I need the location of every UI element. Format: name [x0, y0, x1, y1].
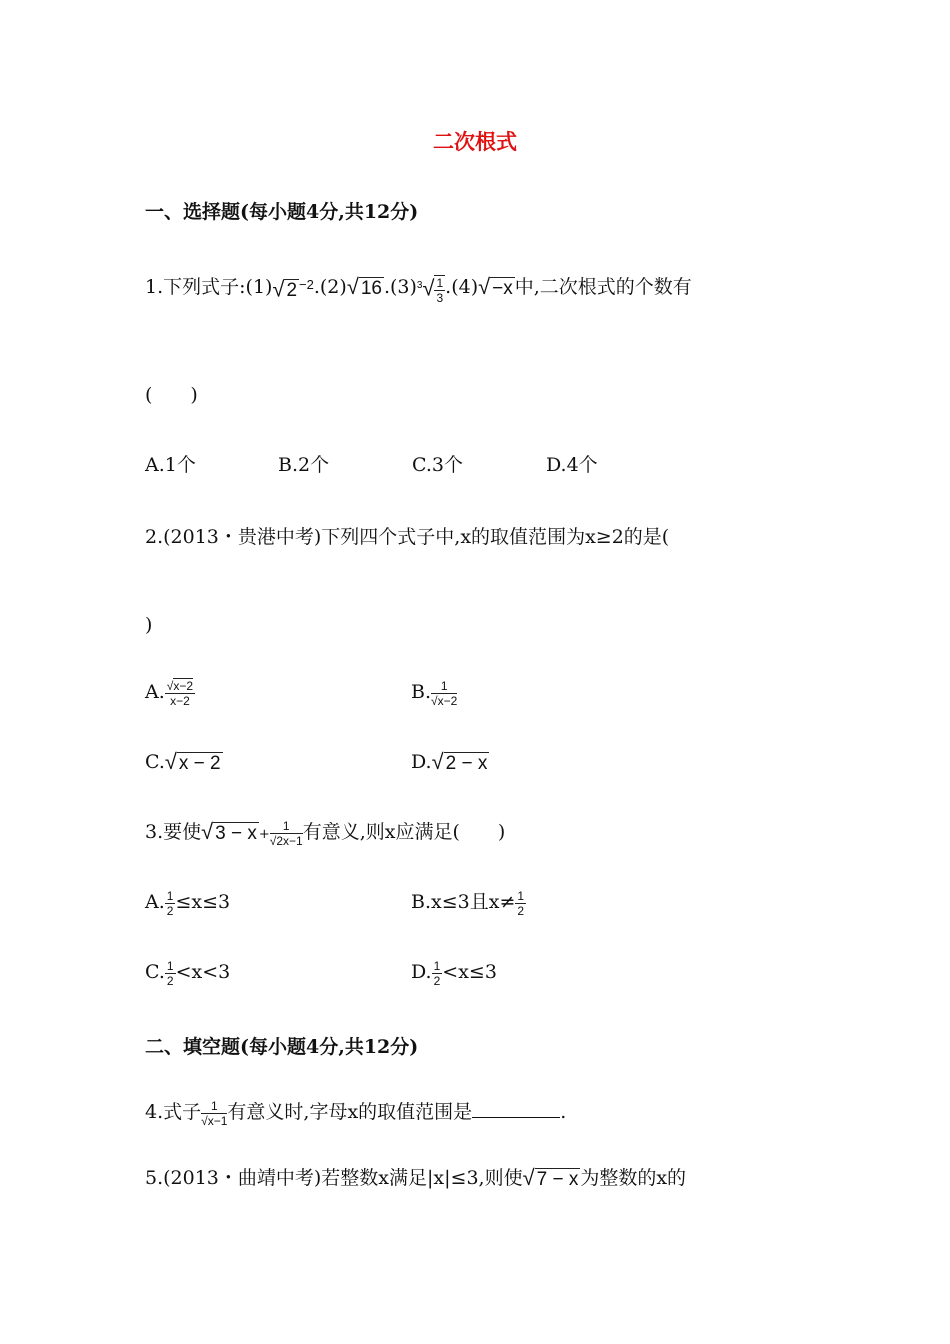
answer-blank[interactable] — [472, 1099, 560, 1118]
q1-sep: .(2) — [313, 276, 347, 299]
radical-4: √ −x — [478, 274, 513, 300]
q1-sep: .(4) — [445, 276, 479, 299]
question-2: 2.(2013・贵港中考)下列四个式子中,x的取值范围为x≥2的是( — [145, 526, 670, 548]
q3-option-a: A. $\frac{1}{2}$ ≤x≤3 — [145, 888, 231, 918]
option-b: B.2个 — [278, 454, 330, 476]
q2-option-a: A. $\frac{√x-2}{x-2}$ — [145, 678, 194, 708]
q2-option-c: C.√ x − 2 — [145, 749, 221, 774]
q2-option-b: B. $\frac{1}{√x-2}$ — [411, 678, 458, 708]
option-c: C.3个 — [412, 454, 463, 476]
q3-option-c: C. $\frac{1}{2}$ <x<3 — [145, 958, 231, 988]
cube-root: $^3$√ $\frac{1}{3}$ — [416, 275, 444, 306]
option-a: A.1个 — [145, 454, 196, 476]
q1-suffix: 中,二次根式的个数有 — [514, 276, 692, 299]
q1-prefix: 1.下列式子:(1) — [145, 276, 273, 299]
option-d: D.4个 — [546, 454, 598, 476]
q1-sep: .(3) — [383, 276, 417, 299]
question-3: 3.要使√ 3 − x + $\frac{1}{√2x-1}$ 有意义,则x应满足( ) — [145, 818, 506, 848]
page-title: 二次根式 — [433, 130, 517, 154]
radical-1: √ 2 $^{-2}$ — [272, 276, 314, 302]
q3-option-b: B.x≤3且x≠ $\frac{1}{2}$ — [411, 888, 525, 918]
question-5: 5.(2013・曲靖中考)若整数x满足|x|≤3,则使√ 7 − x 为整数的x的 — [145, 1165, 687, 1190]
section-heading-2: 二、填空题(每小题4分,共12分) — [145, 1036, 419, 1058]
q3-option-d: D. $\frac{1}{2}$ <x≤3 — [411, 958, 497, 988]
question-1 — [145, 270, 692, 306]
q2-option-d: D.√ 2 − x — [411, 749, 488, 774]
question-4: 4.式子 $\frac{1}{√x-1}$ 有意义时,字母x的取值范围是 . — [145, 1098, 567, 1128]
question-2-close: ) — [145, 614, 153, 636]
answer-paren: ( ) — [145, 384, 198, 406]
radical-2: √ 16 — [346, 274, 382, 300]
section-heading-1: 一、选择题(每小题4分,共12分) — [145, 201, 419, 223]
